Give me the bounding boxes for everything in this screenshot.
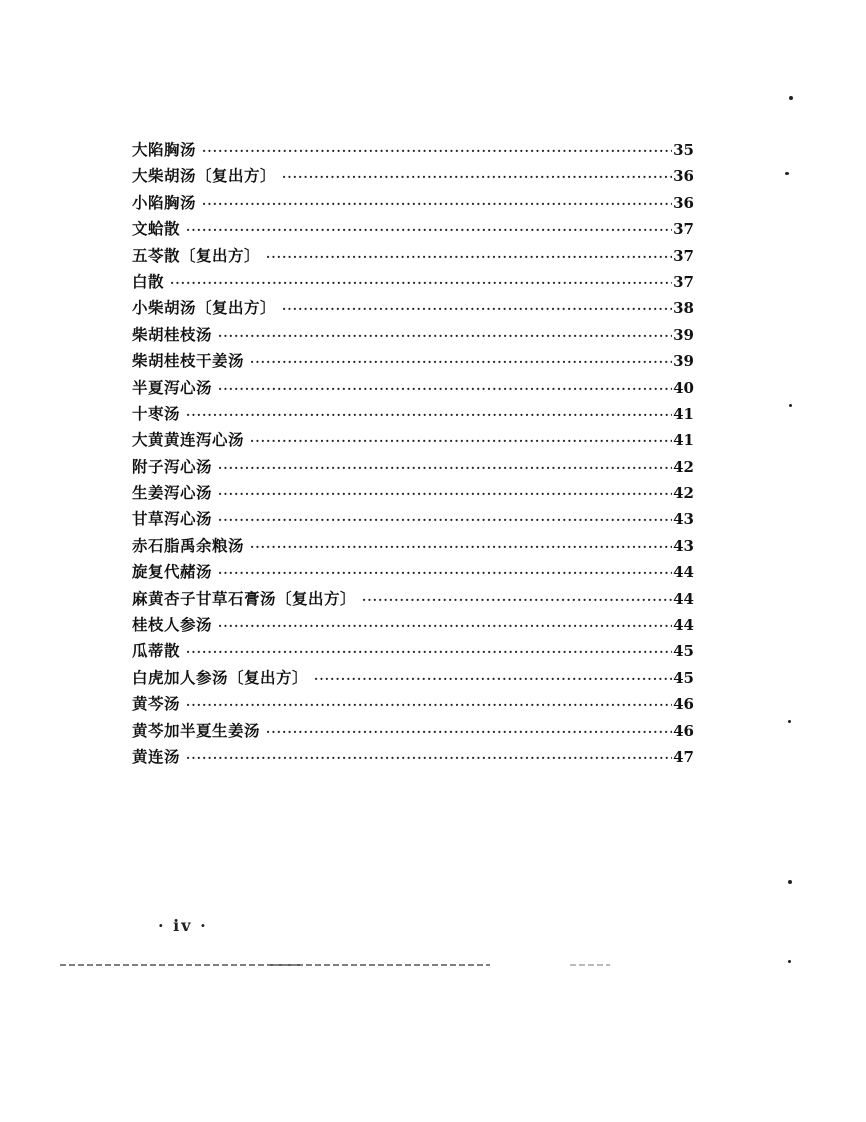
toc-dot-leader: [186, 745, 672, 771]
toc-entry-page: 47: [673, 747, 694, 766]
toc-entry-page: 41: [673, 431, 694, 450]
toc-entry-page: 41: [673, 404, 694, 423]
toc-entry-title: 白散: [132, 271, 165, 291]
toc-entry-title: 瓜蒂散: [132, 641, 181, 661]
toc-entry-title: 五苓散〔复出方〕: [132, 245, 261, 265]
toc-entry: [132, 612, 694, 638]
scan-line: [60, 964, 300, 966]
toc-dot-leader: [186, 639, 672, 665]
toc-dot-leader: [218, 613, 672, 639]
toc-entry-page: 39: [673, 352, 694, 371]
toc-entry-page: 42: [673, 457, 694, 476]
toc-entry-title: 生姜泻心汤: [132, 483, 213, 503]
toc-entry: [132, 375, 694, 401]
toc-entry: [132, 163, 694, 189]
toc-entry-title: 麻黄杏子甘草石膏汤〔复出方〕: [132, 588, 357, 608]
toc-entry-title: 大柴胡汤〔复出方〕: [132, 166, 277, 186]
toc-dot-leader: [218, 323, 672, 349]
toc-dot-leader: [266, 719, 672, 745]
toc-dot-leader: [186, 692, 672, 718]
toc-entry-title: 大黄黄连泻心汤: [132, 430, 245, 450]
toc-entry-title: 柴胡桂枝汤: [132, 324, 213, 344]
toc-entry-page: 43: [673, 510, 694, 529]
toc-entry-title: 桂枝人参汤: [132, 615, 213, 635]
toc-entry: [132, 269, 694, 295]
table-of-contents: [132, 137, 694, 770]
toc-entry-title: 白虎加人参汤〔复出方〕: [132, 667, 309, 687]
scan-line: [270, 964, 490, 966]
toc-entry-page: 39: [673, 325, 694, 344]
toc-entry-title: 小柴胡汤〔复出方〕: [132, 298, 277, 318]
toc-entry: [132, 454, 694, 480]
toc-entry-page: 35: [673, 141, 694, 159]
toc-dot-leader: [250, 349, 672, 375]
toc-dot-leader: [218, 455, 672, 481]
toc-entry-page: 44: [673, 563, 694, 582]
toc-entry-page: 37: [673, 220, 694, 239]
toc-dot-leader: [218, 481, 672, 507]
toc-entry-title: 小陷胸汤: [132, 192, 197, 212]
toc-dot-leader: [218, 507, 672, 533]
toc-dot-leader: [250, 534, 672, 560]
toc-entry-page: 43: [673, 536, 694, 555]
toc-entry: [132, 691, 694, 717]
page-folio: · iv ·: [158, 916, 208, 935]
toc-dot-leader: [282, 164, 672, 190]
toc-entry: [132, 243, 694, 269]
toc-entry: [132, 586, 694, 612]
toc-dot-leader: [266, 244, 672, 270]
toc-dot-leader: [282, 296, 672, 322]
toc-entry-page: 37: [673, 246, 694, 265]
toc-entry-page: 36: [673, 193, 694, 212]
toc-dot-leader: [202, 138, 672, 164]
scan-speck: [788, 720, 791, 723]
toc-entry-title: 半夏泻心汤: [132, 377, 213, 397]
toc-dot-leader: [218, 376, 672, 402]
toc-entry: [132, 137, 694, 163]
toc-entry-page: 38: [673, 299, 694, 318]
toc-dot-leader: [218, 560, 672, 586]
scan-speck: [785, 172, 789, 175]
toc-entry-page: 44: [673, 589, 694, 608]
toc-dot-leader: [314, 666, 672, 692]
toc-entry: [132, 744, 694, 770]
toc-entry: [132, 322, 694, 348]
toc-entry: [132, 295, 694, 321]
toc-entry: [132, 506, 694, 532]
toc-entry-page: 42: [673, 484, 694, 503]
toc-dot-leader: [250, 428, 672, 454]
scan-speck: [788, 960, 791, 963]
toc-entry-page: 36: [673, 167, 694, 186]
toc-entry-page: 46: [673, 721, 694, 740]
toc-entry: [132, 348, 694, 374]
toc-dot-leader: [362, 587, 672, 613]
toc-entry: [132, 427, 694, 453]
toc-dot-leader: [186, 217, 672, 243]
toc-entry-title: 黄芩汤: [132, 694, 181, 714]
toc-entry-title: 附子泻心汤: [132, 456, 213, 476]
toc-entry: [132, 480, 694, 506]
toc-entry-page: 46: [673, 695, 694, 714]
toc-entry-title: 赤石脂禹余粮汤: [132, 535, 245, 555]
toc-entry: [132, 638, 694, 664]
toc-entry-page: 40: [673, 378, 694, 397]
toc-entry-page: 44: [673, 616, 694, 635]
toc-entry-title: 甘草泻心汤: [132, 509, 213, 529]
toc-dot-leader: [170, 270, 672, 296]
toc-entry: [132, 190, 694, 216]
toc-entry: [132, 533, 694, 559]
toc-entry: [132, 401, 694, 427]
scan-speck: [788, 880, 792, 884]
toc-entry-title: 黄芩加半夏生姜汤: [132, 720, 261, 740]
toc-dot-leader: [202, 191, 672, 217]
toc-entry-page: 45: [673, 642, 694, 661]
toc-entry-title: 旋复代赭汤: [132, 562, 213, 582]
toc-entry: [132, 216, 694, 242]
scan-speck: [789, 404, 792, 407]
scan-line: [570, 964, 610, 966]
scan-speck: [789, 96, 793, 100]
toc-entry: [132, 718, 694, 744]
toc-entry-title: 大陷胸汤: [132, 140, 197, 159]
toc-entry-title: 黄连汤: [132, 746, 181, 766]
toc-entry-title: 文蛤散: [132, 219, 181, 239]
toc-entry-title: 十枣汤: [132, 403, 181, 423]
toc-entry: [132, 559, 694, 585]
toc-entry-title: 柴胡桂枝干姜汤: [132, 351, 245, 371]
toc-entry-page: 45: [673, 668, 694, 687]
toc-entry-page: 37: [673, 272, 694, 291]
toc-dot-leader: [186, 402, 672, 428]
toc-entry: [132, 665, 694, 691]
